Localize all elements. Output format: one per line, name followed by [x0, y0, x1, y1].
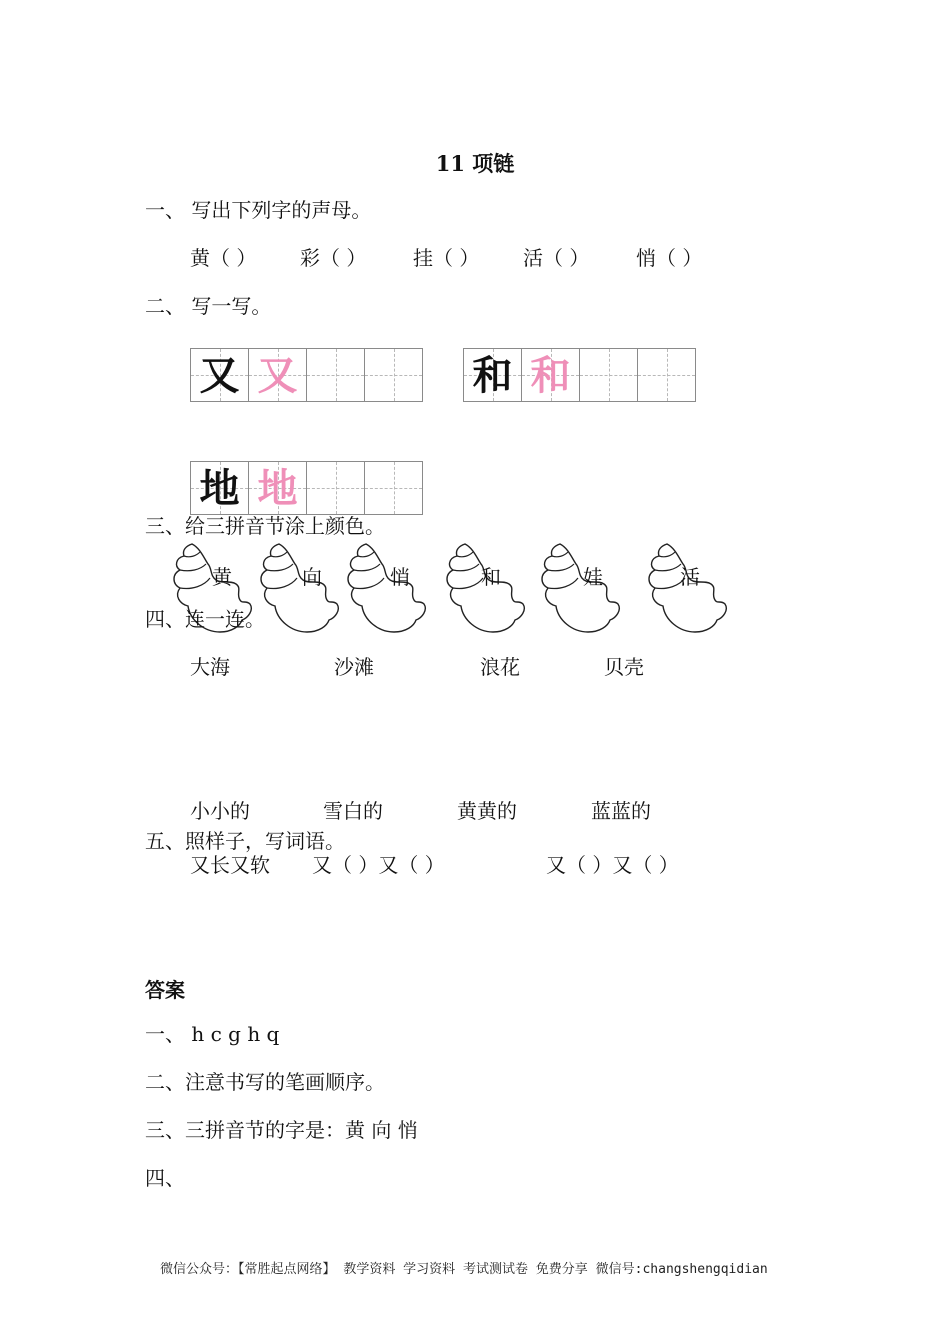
shell-char: 活	[680, 565, 700, 589]
q1-heading: 一、 写出下列字的声母。	[145, 198, 372, 222]
q1-item: 活（ ）	[523, 246, 590, 270]
writing-cell[interactable]	[580, 349, 638, 402]
match-word-bottom[interactable]: 黄黄的	[457, 799, 517, 823]
answer-1: 一、 h c g h q	[145, 1022, 280, 1046]
shell-char: 娃	[583, 565, 603, 589]
footer-note: 微信公众号：【常胜起点网络】 教学资料 学习资料 考试测试卷 免费分享 微信号:changshengqidian	[160, 1262, 768, 1277]
match-word-bottom[interactable]: 雪白的	[323, 799, 383, 823]
q1-item: 挂（ ）	[413, 246, 480, 270]
writing-grid-1	[190, 348, 423, 402]
writing-grid-3	[190, 461, 423, 515]
match-word-bottom[interactable]: 小小的	[190, 799, 250, 823]
answer-4: 四、	[145, 1166, 185, 1190]
writing-cell[interactable]	[638, 349, 696, 402]
shell-char: 向	[302, 565, 322, 589]
q1-item: 黄（ ）	[190, 246, 257, 270]
model-char: 地	[199, 465, 240, 512]
writing-cell[interactable]	[365, 349, 423, 402]
q5-heading: 五、照样子，写词语。	[145, 829, 345, 853]
q1-item: 彩（ ）	[300, 246, 367, 270]
shell-icon[interactable]	[538, 540, 624, 635]
match-word-top[interactable]: 贝壳	[604, 655, 644, 679]
q4-heading: 四、连一连。	[145, 607, 265, 631]
shell-char: 黄	[212, 565, 232, 589]
model-char: 和	[472, 352, 513, 399]
q2-heading: 二、 写一写。	[145, 294, 272, 318]
q3-heading: 三、给三拼音节涂上颜色。	[145, 514, 385, 538]
shell-char: 和	[481, 565, 501, 589]
answer-2: 二、注意书写的笔画顺序。	[145, 1070, 385, 1094]
shell-icon[interactable]	[257, 540, 343, 635]
writing-cell[interactable]	[307, 462, 365, 515]
answers-heading: 答案	[145, 978, 185, 1002]
writing-cell[interactable]	[365, 462, 423, 515]
writing-grid-2	[463, 348, 696, 402]
q5-blank[interactable]: 又（ ）又（ ）	[312, 853, 445, 877]
match-word-top[interactable]: 浪花	[480, 655, 520, 679]
q5-example: 又长又软	[190, 853, 270, 877]
shell-char: 悄	[390, 565, 410, 589]
answer-3: 三、三拼音节的字是：黄 向 悄	[145, 1118, 418, 1142]
model-char: 又	[199, 352, 240, 399]
q5-blank[interactable]: 又（ ）又（ ）	[546, 853, 679, 877]
q1-item: 悄（ ）	[636, 246, 703, 270]
match-word-bottom[interactable]: 蓝蓝的	[591, 799, 651, 823]
match-word-top[interactable]: 沙滩	[334, 655, 374, 679]
match-word-top[interactable]: 大海	[190, 655, 230, 679]
writing-cell[interactable]	[307, 349, 365, 402]
trace-char: 地	[257, 465, 298, 512]
page-title: 11 项链	[435, 151, 515, 176]
trace-char: 又	[257, 352, 298, 399]
trace-char: 和	[530, 352, 571, 399]
shell-icon[interactable]	[344, 540, 430, 635]
